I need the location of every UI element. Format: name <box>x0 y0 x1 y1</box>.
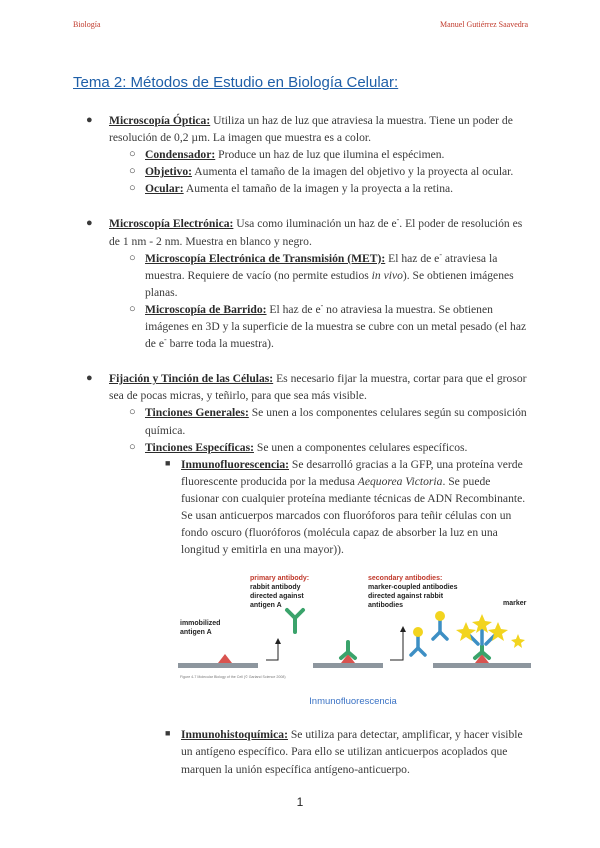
list-item <box>73 112 528 146</box>
term: Microscopía de Barrido: <box>145 302 267 316</box>
arrow-icon <box>266 642 278 660</box>
primary-antibody-line: antigen A <box>250 602 282 610</box>
immunofluorescence-diagram <box>178 570 533 690</box>
definition: Se desarrolló gracias a la GFP, una proteína verde fluorescente producida por la medusa <box>181 457 523 488</box>
page-title: Tema 2: Métodos de Estudio en Biología Celular: <box>73 74 399 91</box>
superscript: - <box>320 301 324 311</box>
list-item <box>73 250 528 301</box>
definition-cont: no atraviesa la muestra. Se obtienen imágenes en 3D y la superficie de la muestra se cubre con un metal pesado (el haz de e <box>145 302 527 351</box>
list-item <box>73 163 528 180</box>
italic-term: in vivo <box>371 268 403 282</box>
circle-bullet-icon: ○ <box>129 251 136 264</box>
term: Tinciones Específicas: <box>145 440 254 454</box>
labeled-complex-icon <box>456 614 525 658</box>
definition: Se unen a componentes celulares específicos. <box>253 440 468 454</box>
term: Fijación y Tinción de las Células: <box>109 372 274 386</box>
primary-antibody-title: primary antibody: <box>250 575 310 583</box>
header-author: Manuel Gutiérrez Saavedra <box>440 20 528 29</box>
term: Inmunofluorescencia: <box>181 457 289 471</box>
primary-antibody-line: rabbit antibody <box>250 584 301 592</box>
list-item <box>73 439 528 456</box>
italic-term: Aequorea Victoria <box>357 474 443 488</box>
definition-cont: . Se puede fusionar con cualquier proteína mediante técnicas de ADN Recombinante. Se usan anticuerpos marcados con fluoróforos para teñir células con un fondo oscuro (fluoróforos (molécula capaz de absorber la luz en una longitud y emitirla en una mayor)). <box>181 474 526 557</box>
definition: Es necesario fijar la muestra, cortar para que el grosor sea de pocas micras, y teñirlo, para que sea más visible. <box>109 372 527 403</box>
arrow-icon <box>390 630 403 660</box>
section-optical-microscopy <box>73 112 528 197</box>
definition: Aumenta el tamaño de la imagen y la proyecta a la retina. <box>183 182 454 196</box>
definition-end: barre toda la muestra). <box>166 337 274 351</box>
list-item <box>73 456 528 559</box>
circle-bullet-icon: ○ <box>129 302 136 315</box>
secondary-antibodies-line: directed against rabbit <box>368 593 444 601</box>
square-bullet-icon: ■ <box>165 728 171 739</box>
term: Microscopía Electrónica de Transmisión (MET): <box>145 251 386 265</box>
definition: El haz de e <box>266 302 321 316</box>
definition: Se unen a los componentes celulares según su composición química. <box>145 406 527 437</box>
primary-antibody-icon <box>287 610 303 632</box>
primary-antibody-line: directed against <box>250 593 304 601</box>
section-fixation-staining <box>73 370 528 777</box>
term: Objetivo: <box>145 165 193 179</box>
definition: Se utiliza para detectar, amplificar, y hacer visible un antígeno específico. Para ello se utilizan anticuerpos acoplados que marquen la unión específica antígeno-anticuerpo. <box>181 728 523 776</box>
superscript: - <box>164 335 167 345</box>
secondary-antibodies-title: secondary antibodies: <box>368 575 443 583</box>
list-item <box>73 370 528 404</box>
header-subject: Biología <box>73 20 101 29</box>
list-item <box>73 215 528 249</box>
definition: Aumenta el tamaño de la imagen del objetivo y la proyecta al ocular. <box>192 165 514 179</box>
definition: Utiliza un haz de luz que atraviesa la muestra. Tiene un poder de resolución de 0,2 µm. La imagen que muestra es a color. <box>109 114 513 145</box>
term: Microscopía Electrónica: <box>109 217 234 231</box>
list-item <box>73 180 528 197</box>
circle-bullet-icon: ○ <box>129 440 136 453</box>
circle-bullet-icon: ○ <box>129 182 136 195</box>
term: Condensador: <box>145 148 216 162</box>
definition: Usa como iluminación un haz de e <box>233 217 397 231</box>
slide-surface <box>433 663 531 668</box>
antigen-label: immobilized <box>180 620 221 628</box>
slide-surface <box>178 663 258 668</box>
definition-cont: . El poder de resolución es de 1 nm - 2 nm. Muestra en blanco y negro. <box>109 217 523 248</box>
term: Inmunohistoquímica: <box>181 728 288 742</box>
superscript: - <box>396 215 400 225</box>
secondary-antibodies-line: antibodies <box>368 602 404 610</box>
circle-bullet-icon: ○ <box>129 406 136 419</box>
immunofluorescence-figure <box>178 570 533 690</box>
marker-label: marker <box>503 600 527 608</box>
list-item <box>73 726 528 777</box>
term: Microscopía Óptica: <box>109 114 211 127</box>
document-body <box>73 112 528 778</box>
secondary-antibodies-line: marker-coupled antibodies <box>368 584 458 592</box>
definition-end: ). Se obtienen imágenes planas. <box>145 268 514 299</box>
definition-cont: atraviesa la muestra. Requiere de vacío (no permite estudios <box>145 251 498 282</box>
circle-bullet-icon: ○ <box>129 165 136 178</box>
figure-caption: Inmunofluorescencia <box>309 696 397 708</box>
list-item <box>73 404 528 438</box>
slide-surface <box>313 663 383 668</box>
list-item <box>73 146 528 163</box>
secondary-antibody-icon <box>411 611 447 655</box>
term: Tinciones Generales: <box>145 406 249 420</box>
antigen-icon <box>218 654 232 663</box>
section-electron-microscopy <box>73 215 528 352</box>
definition: Produce un haz de luz que ilumina el espécimen. <box>215 148 445 162</box>
square-bullet-icon: ■ <box>165 457 171 468</box>
bullet-icon: ● <box>86 217 93 230</box>
circle-bullet-icon: ○ <box>129 148 136 161</box>
superscript: - <box>439 249 442 259</box>
bullet-icon: ● <box>86 114 93 126</box>
definition: El haz de e <box>385 251 440 265</box>
list-item <box>73 301 528 352</box>
antigen-label: antigen A <box>180 629 212 637</box>
bullet-icon: ● <box>86 372 93 385</box>
figure-credit: Figure 4-7 Molecular Biology of the Cell (© Garland Science 2008) <box>180 675 286 680</box>
page-number: 1 <box>296 795 304 809</box>
term: Ocular: <box>145 182 184 196</box>
